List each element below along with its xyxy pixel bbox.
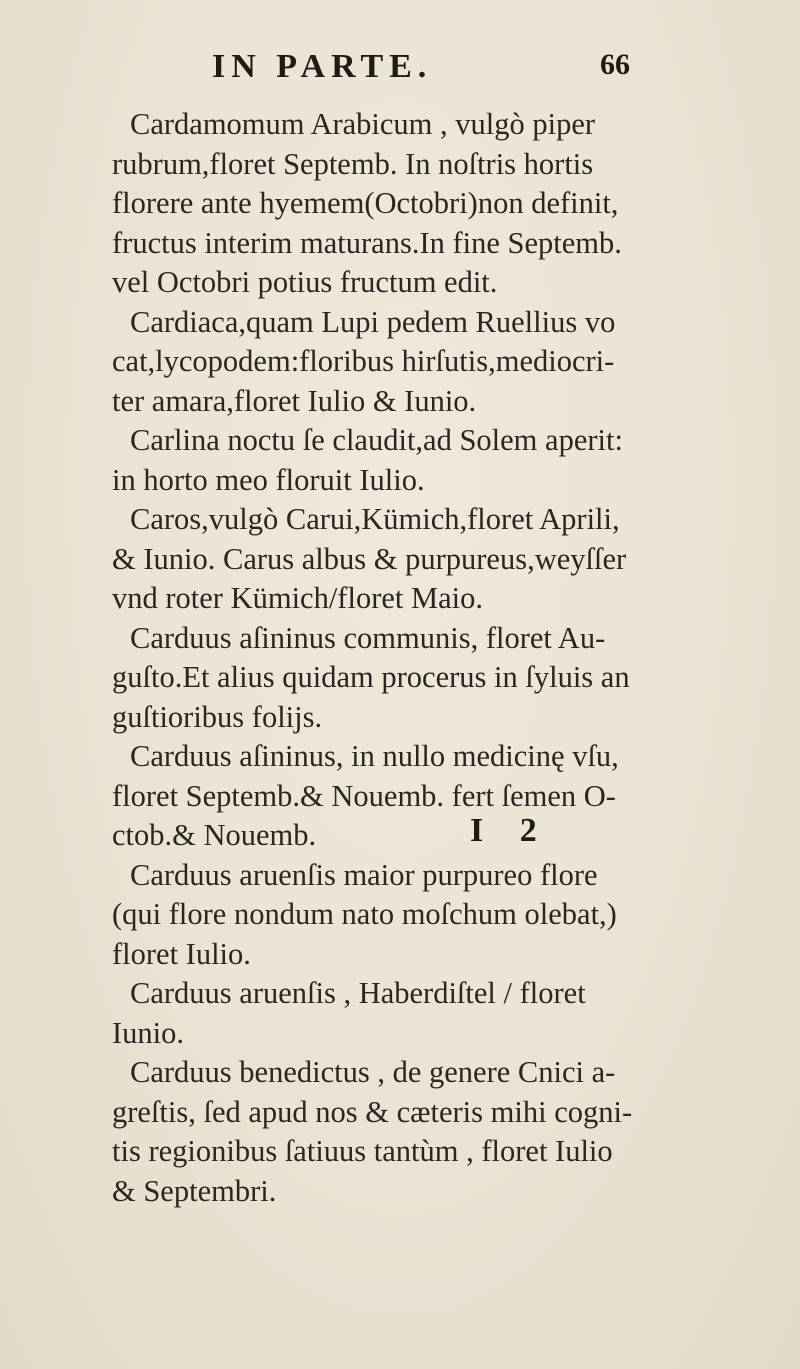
text-line: Iunio. — [112, 1015, 185, 1050]
text-line: guſto.Et alius quidam procerus in ſyluis an — [112, 660, 630, 694]
signature-mark: I 2 — [470, 812, 551, 849]
text-line: fructus interim maturans.In fine Septemb. — [112, 225, 622, 260]
text-line: ctob.& Nouemb. — [112, 818, 317, 852]
text-line: vnd roter Kümich/floret Maio. — [112, 581, 483, 615]
text-line: Cardamomum Arabicum , vulgò piper — [130, 107, 596, 141]
text-line: (qui flore nondum nato moſchum olebat,) — [112, 897, 617, 931]
text-line: ter amara,floret Iulio & Iunio. — [112, 383, 477, 418]
text-line: Carduus aruenſis , Haberdiſtel / floret — [130, 976, 586, 1010]
text-line: rubrum,floret Septemb. In noſtris hortis — [112, 146, 594, 181]
text-line: & Iunio. Carus albus & purpureus,weyſſer — [112, 541, 627, 576]
text-line: greſtis, ſed apud nos & cæteris mihi cogni- — [112, 1094, 633, 1129]
page-number: 66 — [600, 48, 630, 81]
text-line: Carduus aſininus communis, floret Au- — [130, 620, 606, 655]
running-head: IN PARTE. — [212, 48, 433, 85]
body-text — [112, 105, 672, 1211]
text-line: Caros,vulgò Carui,Kümich,floret Aprili, — [130, 502, 620, 536]
text-line: Carduus benedictus , de genere Cnici a- — [130, 1055, 616, 1089]
text-line: Carduus aſininus, in nullo medicinę vſu, — [130, 739, 619, 773]
text-line: in horto meo floruit Iulio. — [112, 462, 425, 497]
text-line: Cardiaca,quam Lupi pedem Ruellius vo — [130, 304, 616, 339]
text-line: vel Octobri potius fructum edit. — [112, 265, 498, 299]
text-line: & Septembri. — [112, 1173, 277, 1208]
text-line: florere ante hyemem(Octobri)non definit, — [112, 186, 619, 220]
text-line: guſtioribus folijs. — [112, 699, 323, 734]
text-line: floret Septemb.& Nouemb. fert ſemen O- — [112, 778, 616, 813]
text-line: floret Iulio. — [112, 936, 251, 971]
text-line: Carlina noctu ſe claudit,ad Solem aperit: — [130, 423, 623, 457]
text-line: Carduus aruenſis maior purpureo flore — [130, 857, 598, 892]
text-line: cat,lycopodem:floribus hirſutis,mediocri- — [112, 344, 615, 378]
page-header — [0, 48, 800, 98]
text-line: tis regionibus ſatiuus tantùm , floret Iulio — [112, 1134, 613, 1168]
